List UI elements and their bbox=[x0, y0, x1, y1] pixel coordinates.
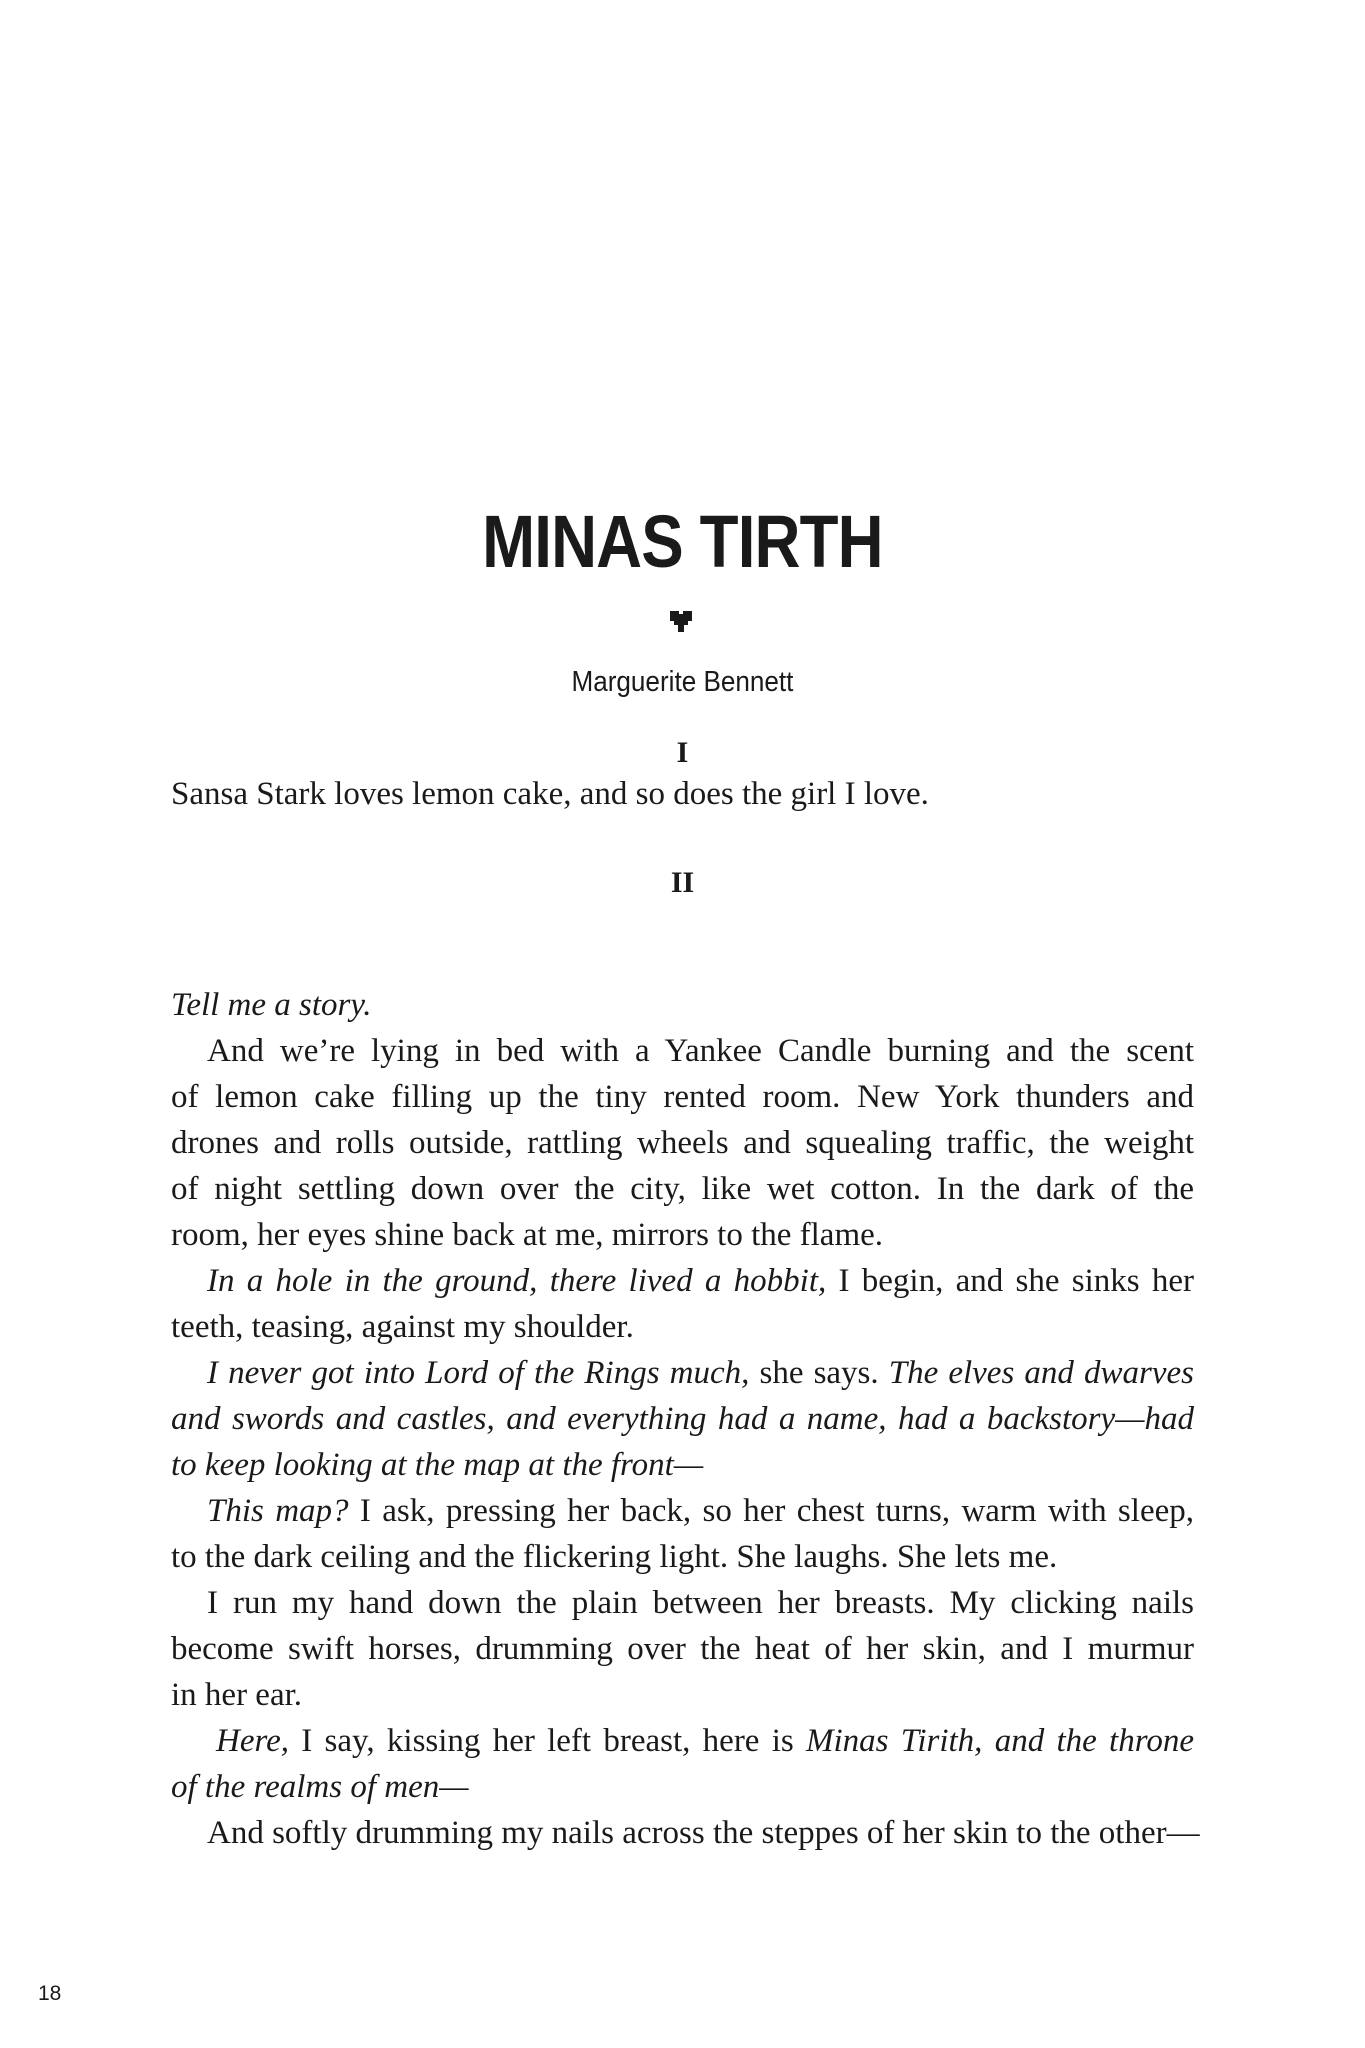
paragraph-line: drones and rolls outside, rattling wheels and squealing traffic, the weight bbox=[171, 1125, 1194, 1161]
paragraph-line: In a hole in the ground, there lived a hobbit, I begin, and she sinks her bbox=[207, 1263, 1194, 1299]
paragraph-line: I never got into Lord of the Rings much, she says. The elves and dwarves bbox=[207, 1355, 1194, 1391]
paragraph-line: of lemon cake filling up the tiny rented room. New York thunders and bbox=[171, 1079, 1194, 1115]
section-1-text bbox=[171, 771, 1194, 817]
paragraph-line: And softly drumming my nails across the steppes of her skin to the other— bbox=[207, 1815, 1200, 1851]
section-heading-1: I bbox=[676, 736, 689, 769]
section-heading-2: II bbox=[670, 866, 695, 899]
paragraph-line: to the dark ceiling and the flickering light. She laughs. She lets me. bbox=[171, 1539, 1058, 1575]
paragraph-line: And we’re lying in bed with a Yankee Candle burning and the scent bbox=[207, 1033, 1194, 1069]
paragraph-line: Sansa Stark loves lemon cake, and so does the girl I love. bbox=[171, 776, 929, 812]
paragraph-line: I run my hand down the plain between her breasts. My clicking nails bbox=[207, 1585, 1194, 1621]
paragraph-line: become swift horses, drumming over the heat of her skin, and I murmur bbox=[171, 1631, 1194, 1667]
paragraph-line: Here, I say, kissing her left breast, here is Minas Tirith, and the throne bbox=[216, 1723, 1194, 1759]
paragraph-line: room, her eyes shine back at me, mirrors to the flame. bbox=[171, 1217, 884, 1253]
page-number: 18 bbox=[38, 1982, 62, 2005]
paragraph-line: of night settling down over the city, like wet cotton. In the dark of the bbox=[171, 1171, 1194, 1207]
heart-icon bbox=[668, 608, 694, 634]
paragraph-line: in her ear. bbox=[171, 1677, 303, 1713]
chapter-title: MINAS TIRTH bbox=[482, 500, 883, 583]
paragraph-line: and swords and castles, and everything had a name, had a backstory—had bbox=[171, 1401, 1194, 1437]
section-2-text bbox=[171, 982, 1200, 1856]
paragraph-line: to keep looking at the map at the front— bbox=[171, 1447, 704, 1483]
paragraph-line: Tell me a story. bbox=[171, 987, 372, 1023]
author-name: Marguerite Bennett bbox=[571, 666, 794, 698]
paragraph-line: of the realms of men— bbox=[171, 1769, 469, 1805]
paragraph-line: teeth, teasing, against my shoulder. bbox=[171, 1309, 634, 1345]
paragraph-line: This map? I ask, pressing her back, so her chest turns, warm with sleep, bbox=[207, 1493, 1194, 1529]
